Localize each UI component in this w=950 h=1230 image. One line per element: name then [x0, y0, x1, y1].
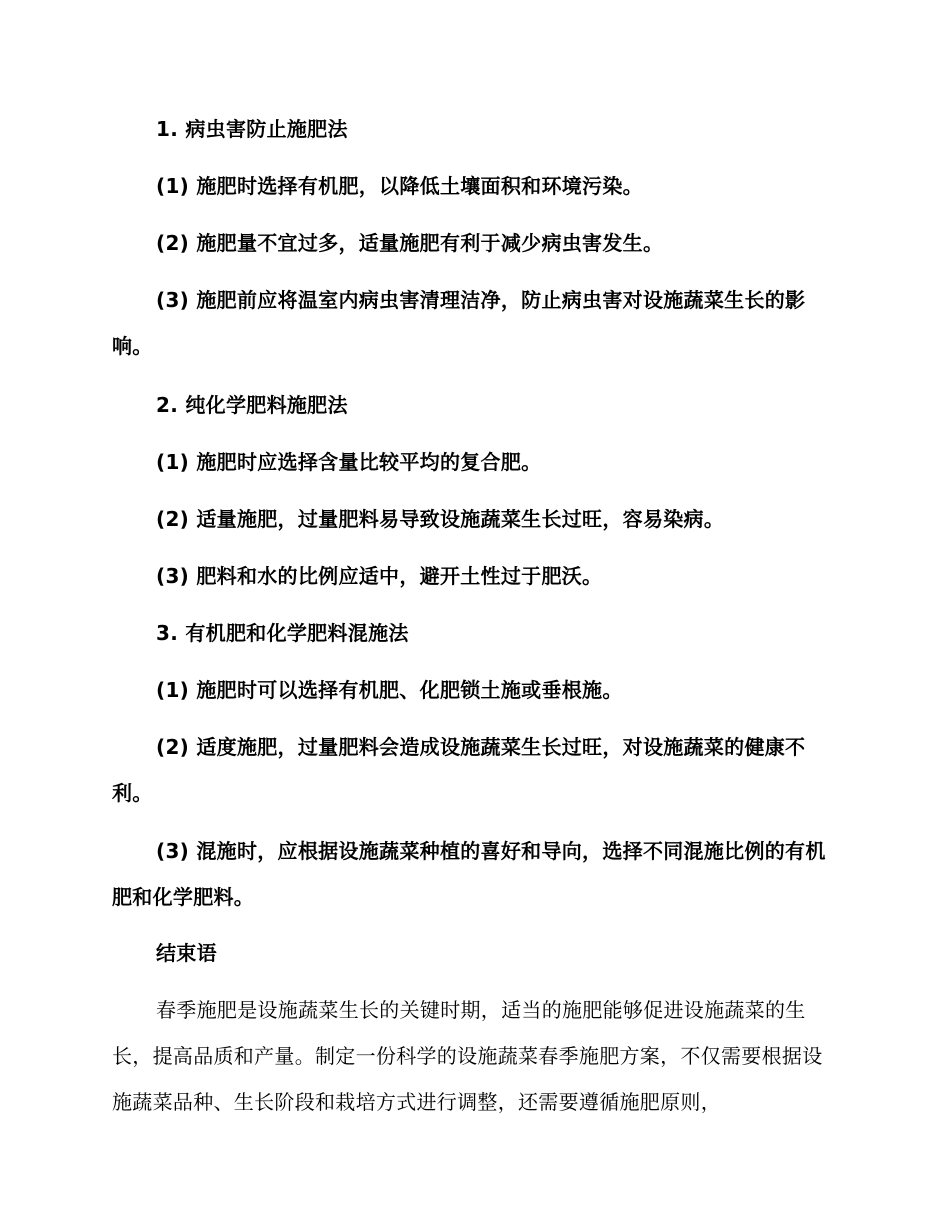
section-heading-1: 1. 病虫害防止施肥法 [156, 117, 348, 141]
list-item: (2) 适度施肥，过量肥料会造成设施蔬菜生长过旺，对设施蔬菜的健康不利。 [112, 735, 806, 805]
section-heading-2: 2. 纯化学肥料施肥法 [156, 393, 348, 417]
list-item: (3) 肥料和水的比例应适中，避开土性过于肥沃。 [156, 564, 603, 588]
list-item: (1) 施肥时应选择含量比较平均的复合肥。 [156, 450, 542, 474]
list-item: (1) 施肥时可以选择有机肥、化肥锁土施或垂根施。 [156, 678, 623, 702]
list-item: (3) 施肥前应将温室内病虫害清理洁净，防止病虫害对设施蔬菜生长的影响。 [112, 288, 806, 358]
conclusion-heading: 结束语 [156, 941, 217, 965]
list-item: (2) 适量施肥，过量肥料易导致设施蔬菜生长过旺，容易染病。 [156, 507, 725, 531]
list-item: (1) 施肥时选择有机肥，以降低土壤面积和环境污染。 [156, 174, 643, 198]
conclusion-paragraph: 春季施肥是设施蔬菜生长的关键时期，适当的施肥能够促进设施蔬菜的生长，提高品质和产量。制定一份科学的设施蔬菜春季施肥方案，不仅需要根据设施蔬菜品种、生长阶段和栽培方式进行调整，还需要遵循施肥原则， [112, 998, 823, 1114]
list-item: (3) 混施时，应根据设施蔬菜种植的喜好和导向，选择不同混施比例的有机肥和化学肥料。 [112, 839, 826, 909]
list-item: (2) 施肥量不宜过多，适量施肥有利于减少病虫害发生。 [156, 231, 664, 255]
section-heading-3: 3. 有机肥和化学肥料混施法 [156, 621, 409, 645]
